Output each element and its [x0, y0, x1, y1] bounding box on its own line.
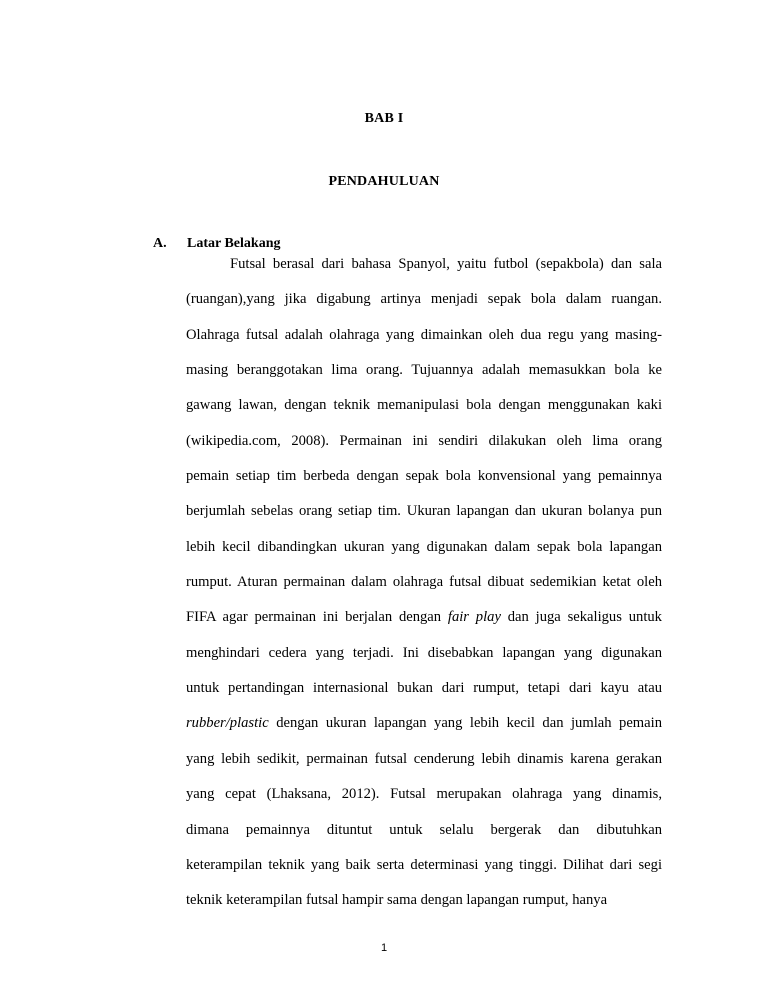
paragraph-line: (wikipedia.com, 2008). Permainan ini sendiri dilakukan oleh lima orang — [186, 432, 662, 449]
chapter-title: PENDAHULUAN — [328, 174, 440, 189]
paragraph-line: untuk pertandingan internasional bukan dari rumput, tetapi dari kayu atau — [186, 680, 662, 697]
paragraph-line: menghindari cedera yang terjadi. Ini disebabkan lapangan yang digunakan — [186, 644, 662, 661]
paragraph-line: masing beranggotakan lima orang. Tujuannya adalah memasukkan bola ke — [186, 362, 662, 379]
chapter-number: BAB I — [364, 111, 404, 126]
paragraph-line: rumput. Aturan permainan dalam olahraga futsal dibuat sedemikian ketat oleh — [186, 574, 662, 591]
paragraph-line: yang lebih sedikit, permainan futsal cenderung lebih dinamis karena gerakan — [186, 750, 662, 767]
line-text: FIFA agar permainan ini berjalan dengan — [186, 609, 448, 626]
line-text: dan juga sekaligus untuk — [500, 609, 662, 626]
paragraph-line — [186, 600, 662, 635]
paragraph-line: Futsal berasal dari bahasa Spanyol, yaitu futbol (sepakbola) dan sala — [230, 256, 662, 272]
paragraph-line: teknik keterampilan futsal hampir sama dengan lapangan rumput, hanya — [186, 892, 608, 909]
italic-term: fair play — [447, 609, 501, 626]
paragraph-line: keterampilan teknik yang baik serta determinasi yang tinggi. Dilihat dari segi — [186, 856, 662, 873]
section-title: Latar Belakang — [187, 236, 281, 251]
paragraph-line: gawang lawan, dengan teknik memanipulasi bola dengan menggunakan kaki — [186, 397, 662, 414]
paragraph-line: dimana pemainnya dituntut untuk selalu bergerak dan dibutuhkan — [186, 821, 662, 838]
paragraph-line: Olahraga futsal adalah olahraga yang dimainkan oleh dua regu yang masing- — [186, 326, 662, 343]
italic-term: rubber/plastic — [186, 715, 269, 732]
section-letter: A. — [153, 236, 167, 251]
paragraph-line: yang cepat (Lhaksana, 2012). Futsal merupakan olahraga yang dinamis, — [186, 786, 662, 803]
paragraph-line: (ruangan),yang jika digabung artinya menjadi sepak bola dalam ruangan. — [186, 291, 662, 308]
paragraph-line: berjumlah sebelas orang setiap tim. Ukuran lapangan dan ukuran bolanya pun — [186, 503, 662, 520]
page-number: 1 — [380, 942, 388, 954]
paragraph-line: pemain setiap tim berbeda dengan sepak bola konvensional yang pemainnya — [186, 468, 662, 485]
paragraph-line — [186, 706, 662, 741]
paragraph-line: lebih kecil dibandingkan ukuran yang digunakan dalam sepak bola lapangan — [186, 538, 662, 555]
line-text: dengan ukuran lapangan yang lebih kecil dan jumlah pemain — [268, 715, 662, 732]
body-paragraph — [186, 247, 662, 919]
